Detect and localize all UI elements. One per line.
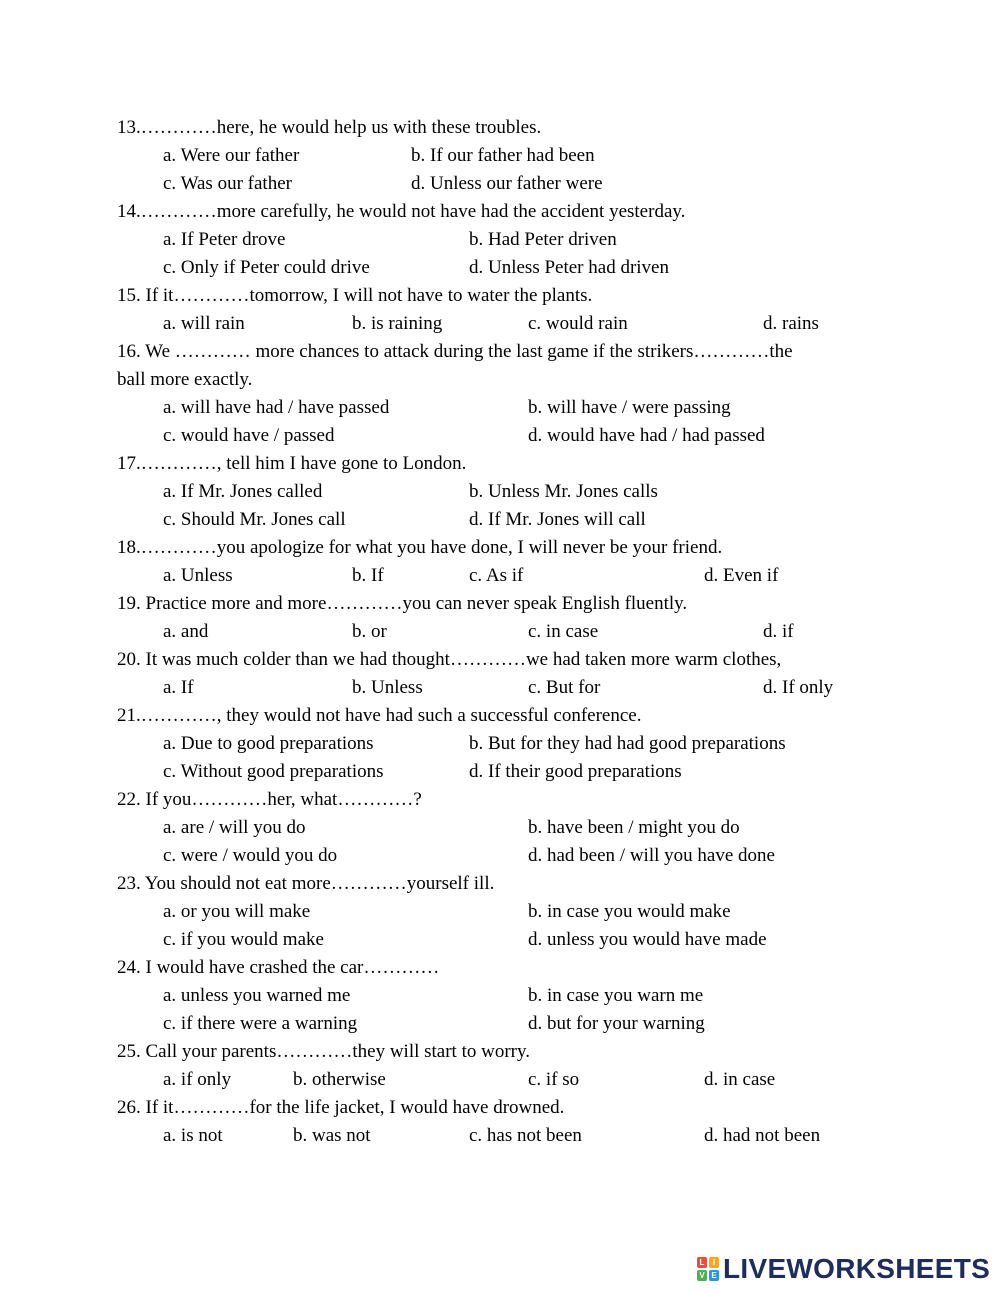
answer-option[interactable]: c. As if	[469, 565, 524, 586]
answer-option[interactable]: d. Unless our father were	[411, 173, 603, 194]
answer-option[interactable]: b. Had Peter driven	[469, 229, 617, 250]
answer-option[interactable]: c. Only if Peter could drive	[163, 257, 370, 278]
question-stem: 22. If you…………her, what…………?	[117, 789, 422, 810]
liveworksheets-logo-icon	[697, 1257, 719, 1281]
answer-option[interactable]: b. was not	[293, 1125, 371, 1146]
question-22	[0, 786, 1000, 870]
answer-option[interactable]: b. But for they had had good preparations	[469, 733, 786, 754]
options-row	[0, 562, 1000, 590]
logo-text: LIVEWORKSHEETS	[723, 1253, 991, 1284]
options-row	[0, 478, 1000, 506]
answer-option[interactable]: d. If Mr. Jones will call	[469, 509, 646, 530]
options-row	[0, 226, 1000, 254]
question-stem: 26. If it…………for the life jacket, I would have drowned.	[117, 1097, 565, 1118]
answer-option[interactable]: b. otherwise	[293, 1069, 386, 1090]
question-13	[0, 114, 1000, 198]
question-stem: 16. We ………… more chances to attack during the last game if the strikers…………the	[117, 341, 793, 362]
logo-tile: V	[697, 1270, 707, 1281]
options-row	[0, 982, 1000, 1010]
question-stem: 13.…………here, he would help us with these troubles.	[117, 117, 542, 138]
liveworksheets-logo	[697, 1254, 990, 1284]
answer-option[interactable]: b. have been / might you do	[528, 817, 740, 838]
answer-option[interactable]: d. rains	[763, 313, 819, 334]
options-row	[0, 758, 1000, 786]
question-25	[0, 1038, 1000, 1094]
answer-option[interactable]: a. will rain	[163, 313, 245, 334]
answer-option[interactable]: d. had not been	[704, 1125, 821, 1146]
answer-option[interactable]: d. Unless Peter had driven	[469, 257, 669, 278]
question-stem: 25. Call your parents…………they will start to worry.	[117, 1041, 531, 1062]
options-row	[0, 898, 1000, 926]
answer-option[interactable]: d. but for your warning	[528, 1013, 705, 1034]
answer-option[interactable]: a. are / will you do	[163, 817, 306, 838]
answer-option[interactable]: c. Without good preparations	[163, 761, 384, 782]
options-row	[0, 170, 1000, 198]
question-stem: 14.…………more carefully, he would not have had the accident yesterday.	[117, 201, 686, 222]
answer-option[interactable]: c. But for	[528, 677, 601, 698]
answer-option[interactable]: d. would have had / had passed	[528, 425, 765, 446]
question-19	[0, 590, 1000, 646]
options-row	[0, 506, 1000, 534]
question-stem: 19. Practice more and more…………you can never speak English fluently.	[117, 593, 688, 614]
question-stem: 15. If it…………tomorrow, I will not have to water the plants.	[117, 285, 593, 306]
logo-tile: E	[709, 1270, 719, 1281]
question-20	[0, 646, 1000, 702]
answer-option[interactable]: a. If Mr. Jones called	[163, 481, 323, 502]
options-row	[0, 1122, 1000, 1150]
options-row	[0, 1066, 1000, 1094]
answer-option[interactable]: d. if	[763, 621, 794, 642]
question-stem: 23. You should not eat more…………yourself ill.	[117, 873, 495, 894]
answer-option[interactable]: d. in case	[704, 1069, 776, 1090]
options-row	[0, 842, 1000, 870]
answer-option[interactable]: c. would rain	[528, 313, 628, 334]
answer-option[interactable]: c. if you would make	[163, 929, 324, 950]
options-row	[0, 310, 1000, 338]
answer-option[interactable]: b. will have / were passing	[528, 397, 731, 418]
answer-option[interactable]: b. in case you warn me	[528, 985, 704, 1006]
answer-option[interactable]: d. If their good preparations	[469, 761, 682, 782]
answer-option[interactable]: a. If	[163, 677, 194, 698]
answer-option[interactable]: c. Was our father	[163, 173, 292, 194]
answer-option[interactable]: d. Even if	[704, 565, 779, 586]
answer-option[interactable]: a. and	[163, 621, 209, 642]
answer-option[interactable]: a. if only	[163, 1069, 232, 1090]
question-26	[0, 1094, 1000, 1150]
answer-option[interactable]: c. Should Mr. Jones call	[163, 509, 346, 530]
answer-option[interactable]: a. Due to good preparations	[163, 733, 374, 754]
answer-option[interactable]: b. Unless Mr. Jones calls	[469, 481, 658, 502]
question-stem: ball more exactly.	[117, 369, 253, 390]
answer-option[interactable]: c. if there were a warning	[163, 1013, 358, 1034]
options-row	[0, 1010, 1000, 1038]
answer-option[interactable]: c. if so	[528, 1069, 580, 1090]
options-row	[0, 618, 1000, 646]
logo-tile: I	[709, 1257, 719, 1268]
options-row	[0, 142, 1000, 170]
answer-option[interactable]: b. Unless	[352, 677, 423, 698]
answer-option[interactable]: b. in case you would make	[528, 901, 731, 922]
question-stem: 20. It was much colder than we had thought…………we had taken more warm clothes,	[117, 649, 782, 670]
question-15	[0, 282, 1000, 338]
answer-option[interactable]: d. unless you would have made	[528, 929, 767, 950]
answer-option[interactable]: a. will have had / have passed	[163, 397, 390, 418]
answer-option[interactable]: a. If Peter drove	[163, 229, 286, 250]
options-row	[0, 814, 1000, 842]
answer-option[interactable]: c. were / would you do	[163, 845, 338, 866]
question-18	[0, 534, 1000, 590]
answer-option[interactable]: c. has not been	[469, 1125, 582, 1146]
options-row	[0, 254, 1000, 282]
answer-option[interactable]: a. or you will make	[163, 901, 311, 922]
question-23	[0, 870, 1000, 954]
question-stem: 24. I would have crashed the car…………	[117, 957, 440, 978]
answer-option[interactable]: a. is not	[163, 1125, 223, 1146]
question-24	[0, 954, 1000, 1038]
options-row	[0, 674, 1000, 702]
answer-option[interactable]: a. unless you warned me	[163, 985, 351, 1006]
answer-option[interactable]: b. is raining	[352, 313, 443, 334]
options-row	[0, 422, 1000, 450]
options-row	[0, 926, 1000, 954]
logo-tile: L	[697, 1257, 707, 1268]
question-17	[0, 450, 1000, 534]
question-stem: 18.…………you apologize for what you have done, I will never be your friend.	[117, 537, 723, 558]
question-list	[0, 114, 1000, 1150]
answer-option[interactable]: c. in case	[528, 621, 599, 642]
question-21	[0, 702, 1000, 786]
options-row	[0, 730, 1000, 758]
question-stem: 21.…………, they would not have had such a successful conference.	[117, 705, 642, 726]
question-stem: 17.…………, tell him I have gone to London.	[117, 453, 467, 474]
answer-option[interactable]: d. If only	[763, 677, 834, 698]
answer-option[interactable]: c. would have / passed	[163, 425, 335, 446]
answer-option[interactable]: b. If our father had been	[411, 145, 595, 166]
answer-option[interactable]: b. If	[352, 565, 384, 586]
answer-option[interactable]: b. or	[352, 621, 387, 642]
question-14	[0, 198, 1000, 282]
answer-option[interactable]: d. had been / will you have done	[528, 845, 775, 866]
options-row	[0, 394, 1000, 422]
answer-option[interactable]: a. Unless	[163, 565, 233, 586]
answer-option[interactable]: a. Were our father	[163, 145, 300, 166]
question-16	[0, 338, 1000, 450]
